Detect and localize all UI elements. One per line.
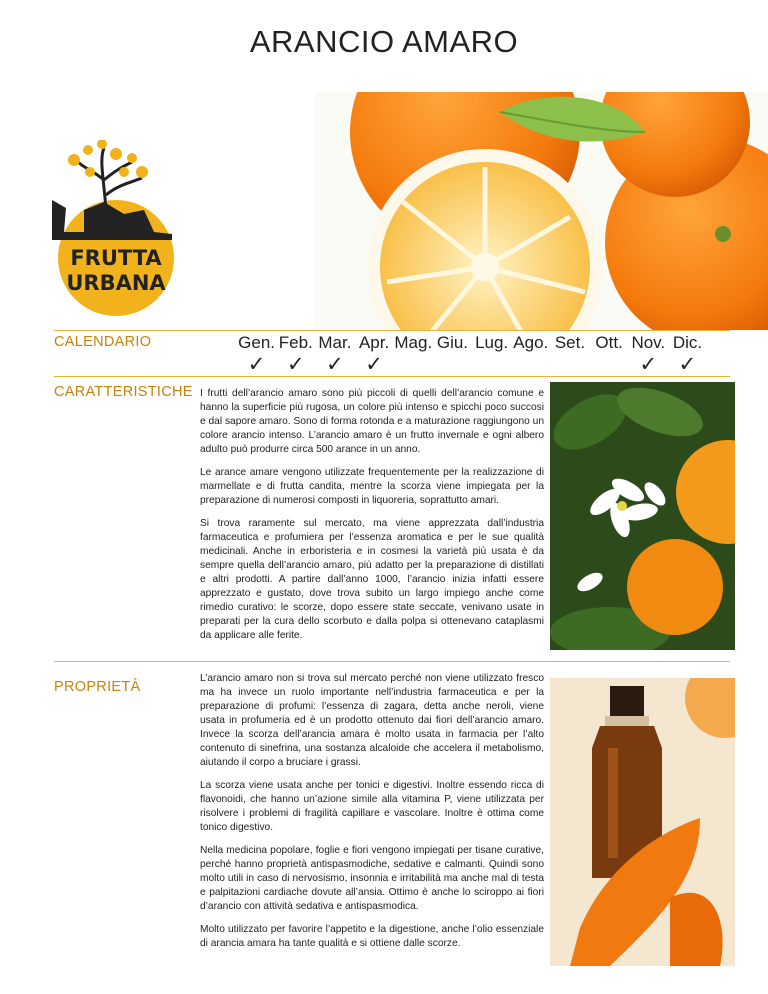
month-label: Mag. [394,333,433,352]
paragraph: Nella medicina popolare, foglie e fiori vengono impiegati per tisane curative, perché hanno proprietà antispasmodiche, sedative e calmanti. Quindi sono molto utili in caso di nervosismo, insonnia e irritabilità ma anche mal di testa e palpitazioni cardiache dovute all’ansia. Ottimo è anche lo sciroppo ai fiori d’arancio con attività sedativa e antispasmodica. [200,845,544,912]
divider [54,376,730,377]
availability-check-icon [394,352,433,376]
orange-blossom-image [550,382,735,650]
availability-row [237,352,707,376]
month-label: Gen. [238,333,276,352]
proprieta-text [200,672,544,960]
availability-check-icon: ✓ [247,352,266,376]
availability-check-icon [590,352,629,376]
caratteristiche-label: CARATTERISTICHE [54,384,193,400]
month-label: Ago. [513,333,549,352]
frutta-urbana-logo [44,140,174,320]
caratteristiche-text [200,387,544,652]
availability-check-icon: ✓ [326,352,344,376]
month-label: Nov. [631,333,666,352]
logo-line-1: FRUTTA [70,246,162,270]
availability-check-icon [511,352,550,376]
month-label: Lug. [475,333,509,352]
paragraph: Le arance amare vengono utilizzate frequentemente per la realizzazione di marmellate e di frutta candita, mentre la scorza viene impiegata per la preparazione di numerosi composti in liquoreria, soprattutto amari. [200,467,544,506]
paragraph: Si trova raramente sul mercato, ma viene apprezzata dall’industria farmaceutica e profumiera per l’essenza aromatica e per le sue qualità medicinali. Anche in erboristeria e in cosmesi la varietà più usata è da sempre quella dell’arancio amaro, più adatto per la preparazione di distillati e altri prodotti. A partire dall’anno 1000, l’arancio inizia infatti essere apprezzato e gustato, dove trova subito un largo impiego anche come rimedio curativo: le scorze, dopo essere state seccate, venivano usate in preparati per la cura dello scorbuto e dalla polpa si ottenevano cataplasmi da applicare alle ferite. [200,518,544,641]
month-label: Set. [554,333,586,352]
logo-line-2: URBANA [66,271,166,295]
hero-oranges-image [315,92,768,330]
essential-oil-image [550,678,735,966]
month-label: Feb. [278,333,313,352]
calendar-label: CALENDARIO [54,334,152,350]
month-label: Apr. [358,333,390,352]
paragraph: Molto utilizzato per favorire l’appetito e la digestione, anche l’olio essenziale di arancia amara ha tante qualità e si ottiene dalle scorze. [200,924,544,949]
page-title: ARANCIO AMARO [249,24,519,59]
divider [54,661,730,662]
month-label: Mar. [318,333,352,352]
availability-check-icon: ✓ [639,352,658,376]
availability-check-icon: ✓ [678,352,697,376]
availability-check-icon [433,352,472,376]
month-label: Dic. [672,333,703,352]
proprieta-label: PROPRIETÀ [54,679,141,695]
availability-check-icon: ✓ [365,352,383,376]
paragraph: L’arancio amaro non si trova sul mercato perché non viene utilizzato fresco ma ha invece un ruolo importante nell’industria farmaceutica e per la preparazione di profumi: l’essenza di zagara, detta anche neroli, viene usata in profumeria ed è un prodotto ottenuto dai fiori dell’arancio amaro. Invece la scorza dell’arancia amara è molto usata in farmacia per l’alto contenuto di sinefrina, una sostanza alcaloide che accelera il metabolismo, aiutando il corpo a bruciare i grassi. [200,673,544,768]
paragraph: I frutti dell’arancio amaro sono più piccoli di quelli dell’arancio comune e hanno la superficie più rugosa, un colore più intenso e spicchi poco succosi e dal sapore amaro. Sono di forma rotonda e a maturazione raggiungono un colore arancio intenso. L’arancio amaro è un frutto invernale e ogni albero adulto può produrre circa 500 arance in un anno. [200,388,544,455]
month-label: Ott. [595,333,623,352]
month-label: Giu. [436,333,469,352]
paragraph: La scorza viene usata anche per tonici e digestivi. Inoltre essendo ricca di flavonoidi, che hanno un’azione simile alla vitamina P, viene utilizzata per risolvere i problemi di fragilità capillare e vascolare. Inoltre è ottima come tonico digestivo. [200,780,544,833]
availability-check-icon: ✓ [286,352,305,376]
availability-check-icon [550,352,589,376]
availability-check-icon [472,352,511,376]
divider [54,330,730,331]
